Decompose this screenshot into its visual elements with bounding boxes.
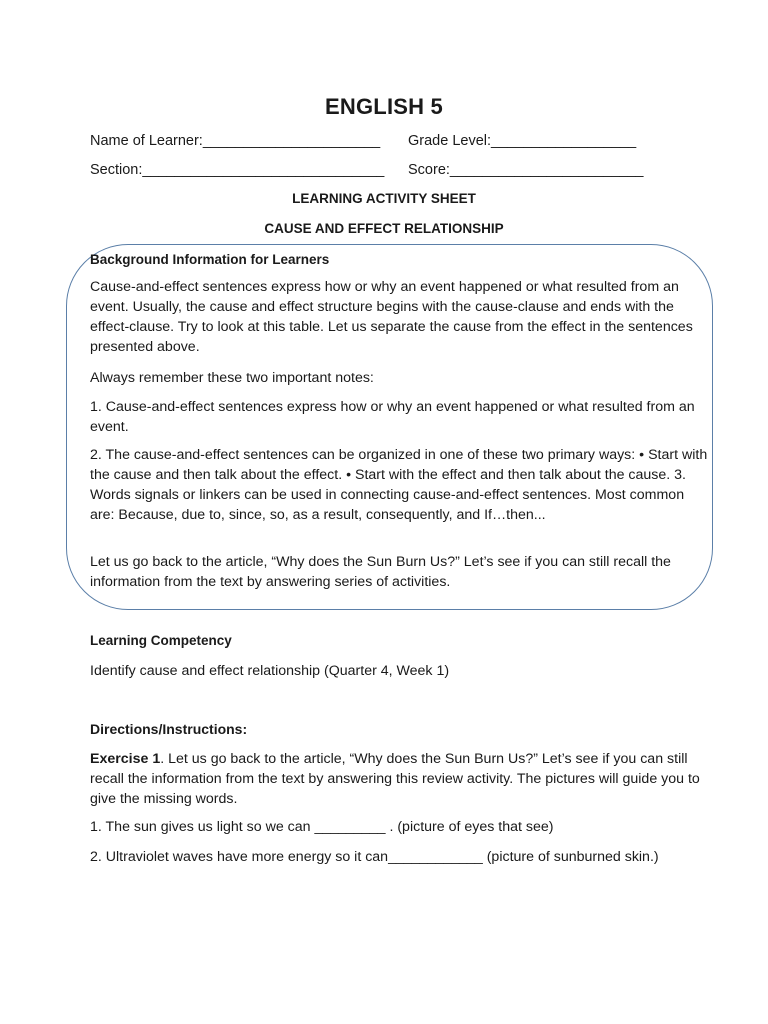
exercise-label: Exercise 1	[90, 751, 161, 767]
topic-heading: CAUSE AND EFFECT RELATIONSHIP	[264, 221, 504, 236]
section-info-row	[90, 162, 690, 178]
page-title: ENGLISH 5	[325, 94, 443, 119]
background-paragraph-2: Always remember these two important notes:	[90, 370, 374, 386]
name-field: Name of Learner:______________________	[90, 133, 381, 149]
directions-title: Directions/Instructions:	[90, 721, 248, 737]
learner-info-row	[90, 133, 690, 149]
exercise-text: . Let us go back to the article, “Why does the Sun Burn Us?” Let’s see if you can still recall the information from the text by answering this review activity. The pictures will guide you to give the missing words.	[90, 751, 700, 807]
exercise-item-1: 1. The sun gives us light so we can _________ . (picture of eyes that see)	[90, 819, 554, 835]
grade-field: Grade Level:__________________	[408, 133, 637, 149]
exercise-item-2: 2. Ultraviolet waves have more energy so it can____________ (picture of sunburned skin.)	[90, 849, 659, 865]
background-paragraph-5: Let us go back to the article, “Why does the Sun Burn Us?” Let’s see if you can still recall the information from the text by answering series of activities.	[90, 554, 671, 590]
score-field: Score:________________________	[408, 162, 644, 178]
exercise-1-instructions	[90, 749, 710, 809]
background-paragraph-1: Cause-and-effect sentences express how or why an event happened or what resulted from an event. Usually, the cause and effect structure begins with the cause-clause and ends with the effect-clause. Try to look at this table. Let us separate the cause from the effect in the sentences presented above.	[90, 279, 693, 355]
background-title: Background Information for Learners	[90, 252, 330, 267]
competency-title: Learning Competency	[90, 633, 232, 648]
competency-text: Identify cause and effect relationship (Quarter 4, Week 1)	[90, 663, 450, 679]
sheet-heading: LEARNING ACTIVITY SHEET	[292, 191, 476, 206]
background-paragraph-3: 1. Cause-and-effect sentences express how or why an event happened or what resulted from an event.	[90, 399, 695, 435]
section-field: Section:______________________________	[90, 162, 385, 178]
background-paragraph-4: 2. The cause-and-effect sentences can be organized in one of these two primary ways: • Start with the cause and then talk about the effect. • Start with the effect and then talk about the cause. 3. Words signals or linkers can be used in connecting cause-and-effect sentences. Most common are: Because, due to, since, so, as a result, consequently, and If…then...	[90, 447, 708, 523]
